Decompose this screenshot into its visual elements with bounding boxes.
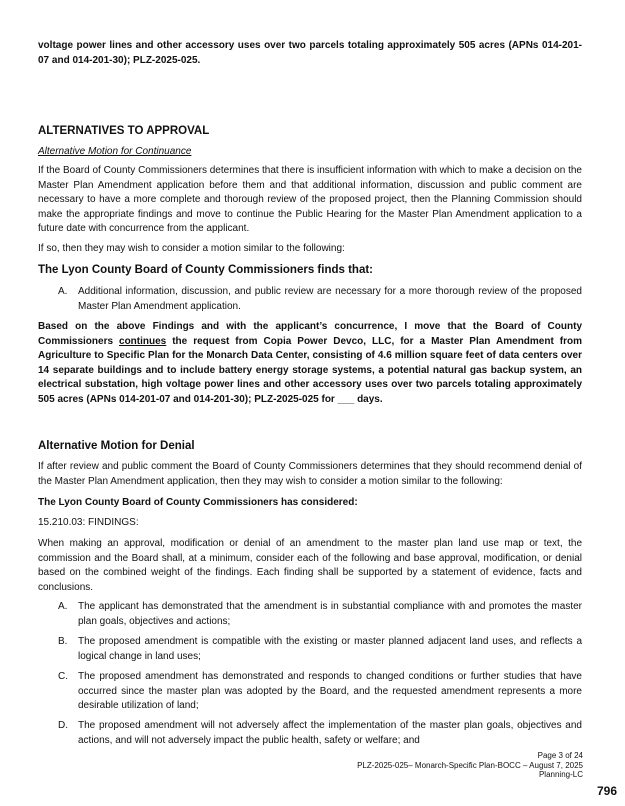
continuance-finding-a [58,285,582,314]
finding-item-c [58,670,582,714]
list-item-text: The proposed amendment has demonstrated and responds to changed conditions or further studies that have occurred since the master plan was adopted by the Board, and the requested amendment represents a more desirable utilization of land; [78,671,582,711]
denial-paragraph: If after review and public comment the Board of County Commissioners determines that they should recommend denial of the Master Plan Amendment application, then they may wish to consider a motion similar to the following: [38,461,582,487]
list-marker: A. [58,601,68,612]
finding-item-a [58,600,582,629]
motion-text-part2: the request from Copia Power Devco, LLC, for a Master Plan Amendment from Agriculture to Specific Plan for the Monarch Data Center, consisting of 4.6 million square feet of data centers over 14 separate buildings and to include battery energy storage systems, a potential natural gas backup system, an electrical substation, high voltage power lines and other accessory uses over two parcels totaling approximately 505 acres (APNs 014-201-07 and 014-201-30); PLZ-2025-025 for ___ days. [38,335,583,405]
list-marker: B. [58,636,68,647]
page-number: 796 [596,784,617,798]
list-item-text: The proposed amendment will not adversely affect the implementation of the master plan goals, objectives and actions, and will not adversely impact the public health, safety or welfare; and [78,720,582,746]
footer-reference: PLZ-2025-025– Monarch-Specific Plan-BOCC – August 7, 2025 [357,760,583,770]
alternatives-heading: ALTERNATIVES TO APPROVAL [38,125,210,137]
findings-intro: When making an approval, modification or denial of an amendment to the master plan land use map or text, the commission and the Board shall, at a minimum, consider each of the following and base approval, modification, or denial based on the combined weight of the findings. Each finding shall be supported by a statement of evidence, facts and conclusions. [38,538,582,593]
finding-item-b [58,635,582,664]
denial-heading: Alternative Motion for Denial [38,440,195,452]
continuance-title: Alternative Motion for Continuance [38,146,192,157]
top-continuation: voltage power lines and other accessory uses over two parcels totaling approximately 505 acres (APNs 014-201-07 and 014-201-30); PLZ-2025-025. [38,40,582,66]
findings-code: 15.210.03: FINDINGS: [38,517,139,528]
motion-text-part1: Based on the above Findings and with the applicant’s concurrence, I move that the Board of County Commissioners [38,321,582,347]
motion-continues-word: continues [119,335,167,347]
footer-page-of: Page 3 of 24 [537,751,583,760]
list-item-text: Additional information, discussion, and public review are necessary for a more thorough review of the proposed Master Plan Amendment application. [78,286,582,312]
continuance-motion [38,320,582,407]
continuance-paragraph: If the Board of County Commissioners determines that there is insufficient information with which to make a decision on the Master Plan Amendment application before them and that additional information, discussion and public comment are necessary to have a more complete and thorough review of the proposed project, then the Planning Commission should make the appropriate findings and move to continue the Public Hearing for the Master Plan Amendment application to a future date with concurrence from the applicant. [38,165,582,234]
finds-heading: The Lyon County Board of County Commissioners finds that: [38,264,373,276]
list-item-text: The proposed amendment is compatible with the existing or master planned adjacent land uses, and reflects a logical change in land uses; [78,636,582,662]
list-marker: C. [58,671,68,682]
footer-department: Planning-LC [538,770,583,779]
if-so-text: If so, then they may wish to consider a motion similar to the following: [38,243,345,254]
considered-heading: The Lyon County Board of County Commissioners has considered: [38,497,358,508]
list-marker: A. [58,286,68,297]
page-footer [357,751,583,780]
finding-item-d [58,719,582,748]
list-marker: D. [58,720,68,731]
list-item-text: The applicant has demonstrated that the amendment is in substantial compliance with and promotes the master plan goals, objectives and actions; [78,601,582,627]
